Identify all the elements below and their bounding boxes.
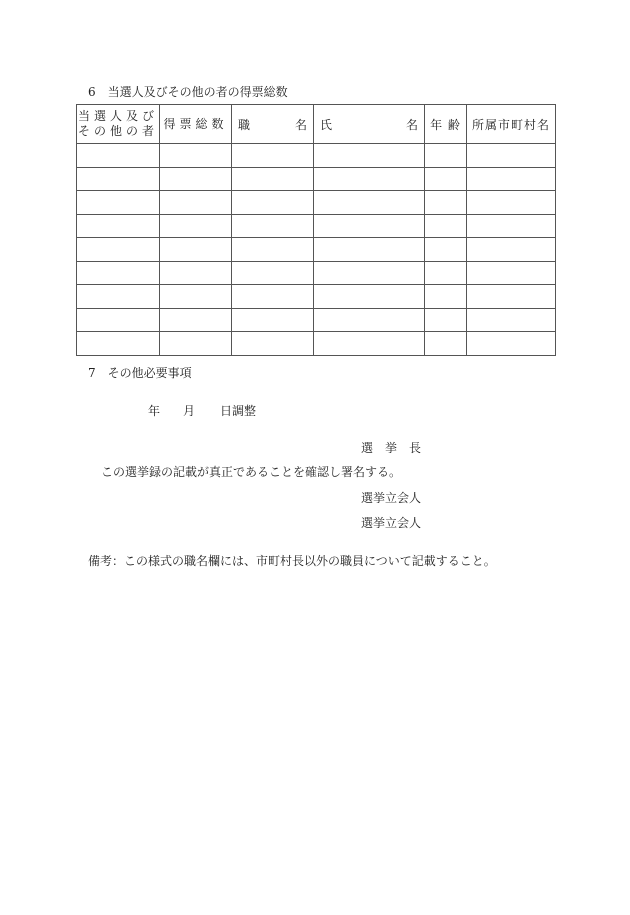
cell[interactable] xyxy=(314,308,425,332)
table-row xyxy=(77,332,556,356)
cell[interactable] xyxy=(77,214,160,238)
cell[interactable] xyxy=(232,332,314,356)
cell[interactable] xyxy=(232,238,314,262)
header-position-left: 職 xyxy=(238,117,251,132)
cell[interactable] xyxy=(232,308,314,332)
cell[interactable] xyxy=(467,261,556,285)
cell[interactable] xyxy=(314,191,425,215)
date-month-label: 月 xyxy=(183,404,196,418)
header-total-votes-label: 得票総数 xyxy=(163,116,228,131)
table-row xyxy=(77,191,556,215)
witness-label-1: 選挙立会人 xyxy=(361,491,422,505)
cell[interactable] xyxy=(232,285,314,309)
cell[interactable] xyxy=(314,332,425,356)
table-row xyxy=(77,261,556,285)
header-municipality xyxy=(467,105,556,144)
cell[interactable] xyxy=(160,167,232,191)
cell[interactable] xyxy=(467,238,556,262)
cell[interactable] xyxy=(160,261,232,285)
cell[interactable] xyxy=(467,144,556,168)
vote-totals-table xyxy=(76,104,556,356)
header-candidates-line2: その他の者 xyxy=(77,124,158,138)
header-name-left: 氏 xyxy=(320,117,333,132)
cell[interactable] xyxy=(425,261,467,285)
header-candidates xyxy=(77,105,160,144)
election-chief-label: 選 挙 長 xyxy=(361,441,422,455)
cell[interactable] xyxy=(160,144,232,168)
header-position-right: 名 xyxy=(294,117,307,132)
cell[interactable] xyxy=(77,167,160,191)
cell[interactable] xyxy=(77,332,160,356)
header-full-name xyxy=(314,105,425,144)
table-row xyxy=(77,214,556,238)
cell[interactable] xyxy=(232,191,314,215)
date-day-prepared-label: 日調整 xyxy=(220,404,257,418)
cell[interactable] xyxy=(314,144,425,168)
cell[interactable] xyxy=(77,261,160,285)
remarks-note: 備考：この様式の職名欄には、市町村長以外の職員について記載すること。 xyxy=(88,554,496,568)
cell[interactable] xyxy=(77,191,160,215)
cell[interactable] xyxy=(232,261,314,285)
cell[interactable] xyxy=(467,214,556,238)
table-row xyxy=(77,144,556,168)
cell[interactable] xyxy=(314,167,425,191)
cell[interactable] xyxy=(232,214,314,238)
cell[interactable] xyxy=(467,332,556,356)
cell[interactable] xyxy=(160,308,232,332)
cell[interactable] xyxy=(467,191,556,215)
cell[interactable] xyxy=(160,332,232,356)
header-candidates-line1: 当選人及び xyxy=(77,109,158,123)
section7-title: 7 その他必要事項 xyxy=(88,366,192,380)
table-row xyxy=(77,238,556,262)
header-name-right: 名 xyxy=(405,117,418,132)
header-municipality-label: 所属市町村名 xyxy=(471,117,550,132)
cell[interactable] xyxy=(160,238,232,262)
section6-title: 6 当選人及びその他の者の得票総数 xyxy=(88,85,288,99)
cell[interactable] xyxy=(314,261,425,285)
cell[interactable] xyxy=(77,144,160,168)
header-total-votes xyxy=(160,105,232,144)
cell[interactable] xyxy=(425,308,467,332)
cell[interactable] xyxy=(425,167,467,191)
cell[interactable] xyxy=(232,144,314,168)
cell[interactable] xyxy=(232,167,314,191)
cell[interactable] xyxy=(467,308,556,332)
cell[interactable] xyxy=(77,238,160,262)
cell[interactable] xyxy=(425,332,467,356)
cell[interactable] xyxy=(77,285,160,309)
cell[interactable] xyxy=(425,144,467,168)
cell[interactable] xyxy=(425,214,467,238)
header-position xyxy=(232,105,314,144)
header-age-label: 年 齢 xyxy=(430,117,461,132)
cell[interactable] xyxy=(314,214,425,238)
cell[interactable] xyxy=(425,238,467,262)
date-year-label: 年 xyxy=(148,404,161,418)
table-row xyxy=(77,167,556,191)
table-row xyxy=(77,308,556,332)
table-header-row xyxy=(77,105,556,144)
cell[interactable] xyxy=(77,308,160,332)
table-row xyxy=(77,285,556,309)
cell[interactable] xyxy=(467,285,556,309)
cell[interactable] xyxy=(314,285,425,309)
cell[interactable] xyxy=(160,285,232,309)
cell[interactable] xyxy=(160,214,232,238)
certification-statement: この選挙録の記載が真正であることを確認し署名する。 xyxy=(101,465,402,479)
cell[interactable] xyxy=(160,191,232,215)
cell[interactable] xyxy=(314,238,425,262)
cell[interactable] xyxy=(467,167,556,191)
header-age xyxy=(425,105,467,144)
witness-label-2: 選挙立会人 xyxy=(361,516,422,530)
cell[interactable] xyxy=(425,191,467,215)
cell[interactable] xyxy=(425,285,467,309)
